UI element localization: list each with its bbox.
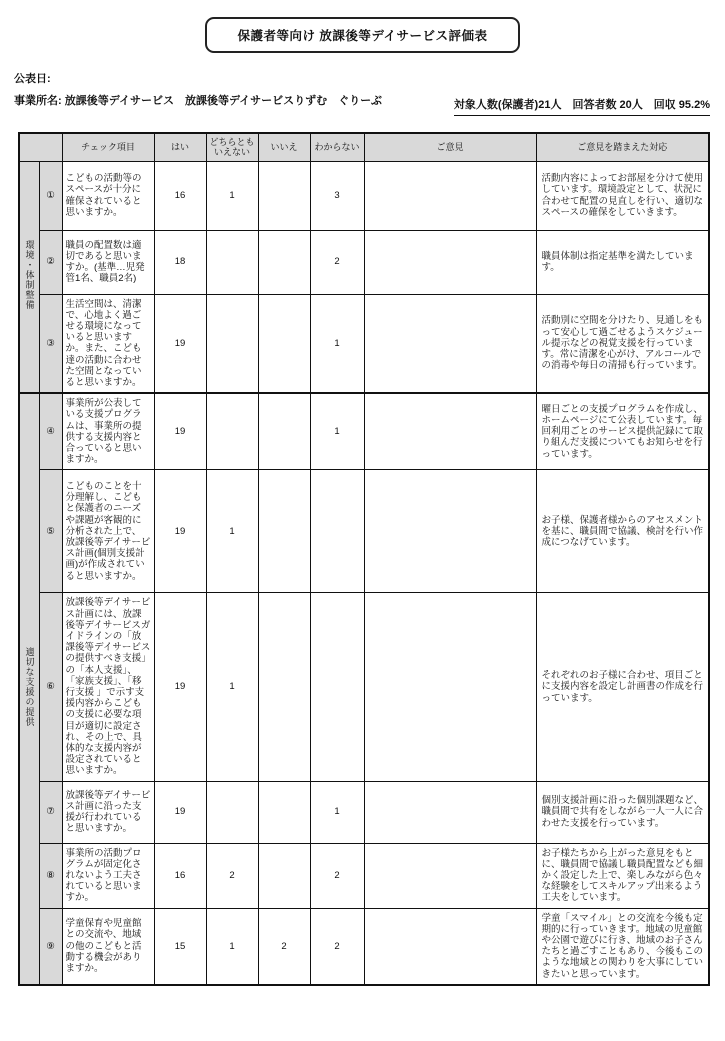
- response-text: それぞれのお子様に合わせ、項目ごとに支援内容を設定し計画書の作成を行っています。: [536, 593, 709, 781]
- business-name: 事業所名: 放課後等デイサービス 放課後等デイサービスりずむ ぐりーぶ: [14, 95, 382, 107]
- response-text: 活動内容によってお部屋を分けて使用しています。環境設定として、状況に合わせて配置の見直しを行い、適切なスペースの確保をしていきます。: [536, 161, 709, 230]
- response-text: お子様たちから上がった意見をもとに、職員間で協議し職員配置なども細かく設定した上で、楽しみながら色々な経験をしてスキルアップ出来るよう工夫をしています。: [536, 843, 709, 908]
- count-yes: 19: [154, 470, 206, 593]
- count-yes: 19: [154, 781, 206, 843]
- response-text: 曜日ごとの支援プログラムを作成し、ホームページにて公表しています。毎回利用ごとのサービス提供記録にて取り組んだ支援についてもお知らせを行っています。: [536, 393, 709, 470]
- response-text: 学童「スマイル」との交流を今後も定期的に行っていきます。地域の児童館や公園で遊びに行き、地域のお子さんたちと過ごすこともあり、今後もこのような地域との関わりを大事にしていきたいと思っています。: [536, 908, 709, 985]
- count-unknown: 1: [310, 393, 364, 470]
- check-item-text: 生活空間は、清潔で、心地よく過ごせる環境になっていると思いますか。また、こども達の活動に合わせた空間となっていると思いますか。: [62, 294, 154, 393]
- table-row: [19, 161, 709, 230]
- count-neither: [206, 294, 258, 393]
- header-neither: どちらともいえない: [206, 133, 258, 161]
- check-item-text: 放課後等デイサービス計画には、放課後等デイサービスガイドラインの「放課後等デイサービスの提供すべき支援」の「本人支援」、「家族支援」、「移行支援 」で示す支援内容からこどもの支援に必要な項目が適切に設定され、その上で、具体的な支援内容が設定されていると思いますか。: [62, 593, 154, 781]
- header-blank-cell: [19, 133, 62, 161]
- response-text: 活動別に空間を分けたり、見通しをもって安心して過ごせるようスケジュール提示などの視覚支援を行っています。常に清潔を心がけ、アルコールでの消毒や毎日の清掃も行っています。: [536, 294, 709, 393]
- row-number: ③: [39, 294, 62, 393]
- header-yes: はい: [154, 133, 206, 161]
- count-unknown: 2: [310, 843, 364, 908]
- count-no: [258, 781, 310, 843]
- count-yes: 16: [154, 161, 206, 230]
- count-neither: 1: [206, 593, 258, 781]
- count-no: 2: [258, 908, 310, 985]
- evaluation-table: [18, 132, 710, 986]
- row-number: ⑥: [39, 593, 62, 781]
- category-label-text: 環境・体制整備: [24, 240, 35, 311]
- response-text: 職員体制は指定基準を満たしています。: [536, 230, 709, 294]
- table-row: [19, 843, 709, 908]
- header-response: ご意見を踏まえた対応: [536, 133, 709, 161]
- count-yes: 15: [154, 908, 206, 985]
- count-yes: 18: [154, 230, 206, 294]
- response-text: 個別支援計画に沿った個別課題など、職員間で共有をしながら一人一人に合わせた支援を行っています。: [536, 781, 709, 843]
- opinion-text: [364, 470, 536, 593]
- table-row: [19, 908, 709, 985]
- count-unknown: [310, 470, 364, 593]
- count-yes: 19: [154, 393, 206, 470]
- check-item-text: 職員の配置数は適切であると思いますか。(基準…児発管1名、職員2名): [62, 230, 154, 294]
- table-row: [19, 393, 709, 470]
- row-number: ②: [39, 230, 62, 294]
- opinion-text: [364, 781, 536, 843]
- table-row: [19, 781, 709, 843]
- count-neither: [206, 230, 258, 294]
- count-unknown: 2: [310, 230, 364, 294]
- count-unknown: 1: [310, 781, 364, 843]
- count-no: [258, 294, 310, 393]
- check-item-text: 事業所が公表している支援プログラムは、事業所の提供する支援内容と合っていると思いますか。: [62, 393, 154, 470]
- row-number: ④: [39, 393, 62, 470]
- publish-date-label: 公表日:: [14, 73, 51, 85]
- check-item-text: 学童保育や児童館との交流や、地域の他のこどもと活動する機会がありますか。: [62, 908, 154, 985]
- count-unknown: 2: [310, 908, 364, 985]
- check-item-text: 事業所の活動プログラムが固定化されないよう工夫されていると思いますか。: [62, 843, 154, 908]
- table-row: [19, 470, 709, 593]
- table-row: [19, 593, 709, 781]
- count-unknown: 3: [310, 161, 364, 230]
- check-item-text: 放課後等デイサービス計画に沿った支援が行われていると思いますか。: [62, 781, 154, 843]
- row-number: ①: [39, 161, 62, 230]
- count-no: [258, 470, 310, 593]
- survey-stats: 対象人数(保護者)21人 回答者数 20人 回収 95.2%: [454, 96, 710, 116]
- count-neither: 1: [206, 470, 258, 593]
- row-number: ⑦: [39, 781, 62, 843]
- opinion-text: [364, 294, 536, 393]
- header-opinion: ご意見: [364, 133, 536, 161]
- document-title-box: [205, 17, 519, 53]
- check-item-text: こどものことを十分理解し、こどもと保護者のニーズや課題が客観的に分析された上で、放課後等デイサービス計画(個別支援計画)が作成されていると思いますか。: [62, 470, 154, 593]
- header-check-item: チェック項目: [62, 133, 154, 161]
- count-neither: [206, 781, 258, 843]
- opinion-text: [364, 843, 536, 908]
- table-row: [19, 230, 709, 294]
- count-unknown: [310, 593, 364, 781]
- count-no: [258, 393, 310, 470]
- opinion-text: [364, 393, 536, 470]
- count-yes: 19: [154, 294, 206, 393]
- count-unknown: 1: [310, 294, 364, 393]
- count-yes: 19: [154, 593, 206, 781]
- table-row: [19, 294, 709, 393]
- opinion-text: [364, 230, 536, 294]
- opinion-text: [364, 908, 536, 985]
- meta-row: [14, 93, 710, 116]
- header-unknown: わからない: [310, 133, 364, 161]
- count-yes: 16: [154, 843, 206, 908]
- row-number: ⑨: [39, 908, 62, 985]
- count-neither: [206, 393, 258, 470]
- response-text: お子様、保護者様からのアセスメントを基に、職員間で協議、検討を行い作成につなげています。: [536, 470, 709, 593]
- category-label: [19, 393, 39, 985]
- category-label: [19, 161, 39, 393]
- table-header-row: [19, 133, 709, 161]
- header-no: いいえ: [258, 133, 310, 161]
- row-number: ⑧: [39, 843, 62, 908]
- opinion-text: [364, 161, 536, 230]
- count-neither: 1: [206, 161, 258, 230]
- count-no: [258, 843, 310, 908]
- count-neither: 2: [206, 843, 258, 908]
- evaluation-table-body: [19, 161, 709, 985]
- count-no: [258, 161, 310, 230]
- category-label-text: 適切な支援の提供: [24, 647, 35, 728]
- page-title: 保護者等向け 放課後等デイサービス評価表: [237, 29, 488, 43]
- count-no: [258, 593, 310, 781]
- count-neither: 1: [206, 908, 258, 985]
- row-number: ⑤: [39, 470, 62, 593]
- check-item-text: こどもの活動等のスペースが十分に確保されていると思いますか。: [62, 161, 154, 230]
- opinion-text: [364, 593, 536, 781]
- count-no: [258, 230, 310, 294]
